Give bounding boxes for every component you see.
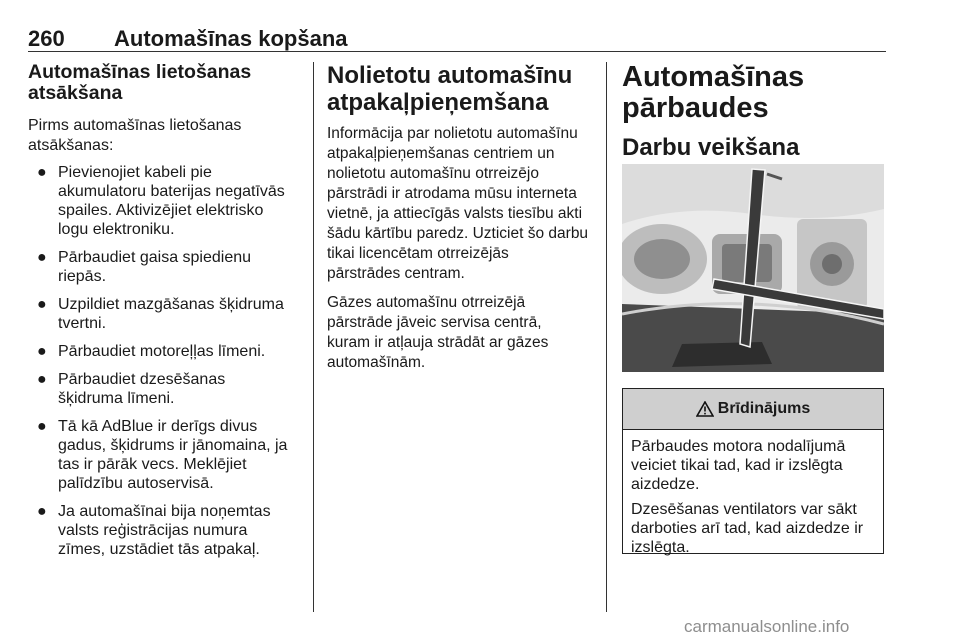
text-line: izslēgta. [631, 539, 690, 556]
page-number: 260 [28, 26, 65, 51]
warning-header [623, 389, 883, 430]
text-line: logu elektroniku. [58, 221, 175, 238]
engine-compartment-figure [622, 164, 884, 372]
text-line: Informācija par nolietotu automašīnu [327, 125, 578, 142]
text-line: atpakaļpieņemšanas centriem un [327, 145, 555, 162]
list-item [28, 248, 303, 286]
recycling-paragraph-2 [327, 293, 595, 373]
bullet-icon: ● [37, 164, 47, 181]
text-line: darboties arī tad, kad aizdedze ir [631, 520, 864, 537]
text-line: riepās. [58, 268, 107, 285]
text-line: tvertni. [58, 315, 107, 332]
intro-paragraph [28, 116, 303, 156]
section-heading-recycling [327, 62, 595, 116]
warning-paragraph-2 [631, 500, 875, 557]
column-2 [327, 62, 595, 373]
column-divider-1 [313, 62, 314, 612]
text-line: tas ir pārāk vecs. Meklējiet [58, 456, 247, 473]
text-line: gadus, šķidrums ir jānomaina, ja [58, 437, 288, 454]
text-line: pārstrādes centram. [327, 265, 465, 282]
header-divider [28, 51, 886, 52]
checklist [28, 163, 303, 559]
warning-triangle-icon [696, 401, 714, 417]
list-item [28, 502, 303, 559]
warning-body [623, 437, 883, 557]
bullet-icon: ● [37, 418, 47, 435]
bullet-icon: ● [37, 503, 47, 520]
warning-paragraph-1 [631, 437, 875, 494]
page-header [28, 26, 886, 50]
text-line: tikai licencētam otrreizējās [327, 245, 509, 262]
column-divider-2 [606, 62, 607, 612]
warning-title: Brīdinājums [717, 400, 811, 417]
list-item [28, 417, 303, 493]
column-1 [28, 62, 303, 559]
list-item [28, 342, 303, 361]
text-line: akumulatoru baterijas negatīvās [58, 183, 285, 200]
section-heading-checks [622, 62, 886, 124]
text-line: veiciet tikai tad, kad ir izslēgta [631, 457, 843, 474]
text-line: šķidruma līmeni. [58, 390, 175, 407]
heading-line: Automašīnas lietošanas [28, 61, 252, 83]
heading-line: atpakaļpieņemšana [327, 89, 549, 116]
text-line: Pārbaudiet gaisa spiedienu [58, 249, 252, 266]
bullet-icon: ● [37, 249, 47, 266]
text-line: atsākšanas: [28, 137, 114, 154]
heading-line: Nolietotu automašīnu [327, 62, 573, 89]
heading-line: atsākšana [28, 82, 123, 104]
text-line: aizdedze. [631, 476, 700, 493]
text-line: Dzesēšanas ventilators var sākt [631, 501, 857, 518]
bullet-icon: ● [37, 296, 47, 313]
text-line: šādu kārtību paredz. Uzticiet šo darbu [327, 225, 589, 242]
text-line: automašīnām. [327, 354, 426, 371]
text-line: Pārbaudiet dzesēšanas [58, 371, 226, 388]
text-line: vietnē, ja attiecīgās valsts tiesību akti [327, 205, 583, 222]
heading-line: pārbaudes [622, 92, 769, 124]
text-line: Gāzes automašīnu otrreizējā [327, 294, 526, 311]
text-line: pārstrāde jāveic servisa centrā, [327, 314, 542, 331]
text-line: spailes. Aktivizējiet elektrisko [58, 202, 264, 219]
subheading-work: Darbu veikšana [622, 134, 800, 161]
engine-compartment-crossed-out-illustration [622, 164, 884, 372]
list-item [28, 370, 303, 408]
section-heading-reuse [28, 62, 303, 104]
text-line: kuram ir atļauja strādāt ar gāzes [327, 334, 549, 351]
recycling-paragraph-1 [327, 124, 595, 284]
heading-line: Automašīnas [622, 61, 805, 93]
text-line: zīmes, uzstādiet tās atpakaļ. [58, 541, 260, 558]
text-line: Pārbaudiet motoreļļas līmeni. [58, 343, 266, 360]
bullet-icon: ● [37, 371, 47, 388]
page-title: Automašīnas kopšana [114, 26, 348, 51]
text-line: Uzpildiet mazgāšanas šķidruma [58, 296, 284, 313]
text-line: Ja automašīnai bija noņemtas [58, 503, 271, 520]
watermark: carmanualsonline.info [684, 617, 850, 636]
list-item [28, 163, 303, 239]
warning-box [622, 388, 884, 554]
text-line: Pirms automašīnas lietošanas [28, 117, 242, 134]
text-line: pārstrādi ir atrodama mūsu interneta [327, 185, 577, 202]
text-line: nolietotu automašīnu otrreizējo [327, 165, 539, 182]
text-line: Pārbaudes motora nodalījumā [631, 438, 846, 455]
text-line: palīdzību autoservisā. [58, 475, 214, 492]
text-line: Tā kā AdBlue ir derīgs divus [58, 418, 258, 435]
column-3 [622, 62, 886, 161]
text-line: Pievienojiet kabeli pie [58, 164, 212, 181]
text-line: valsts reģistrācijas numura [58, 522, 248, 539]
list-item [28, 295, 303, 333]
bullet-icon: ● [37, 343, 47, 360]
